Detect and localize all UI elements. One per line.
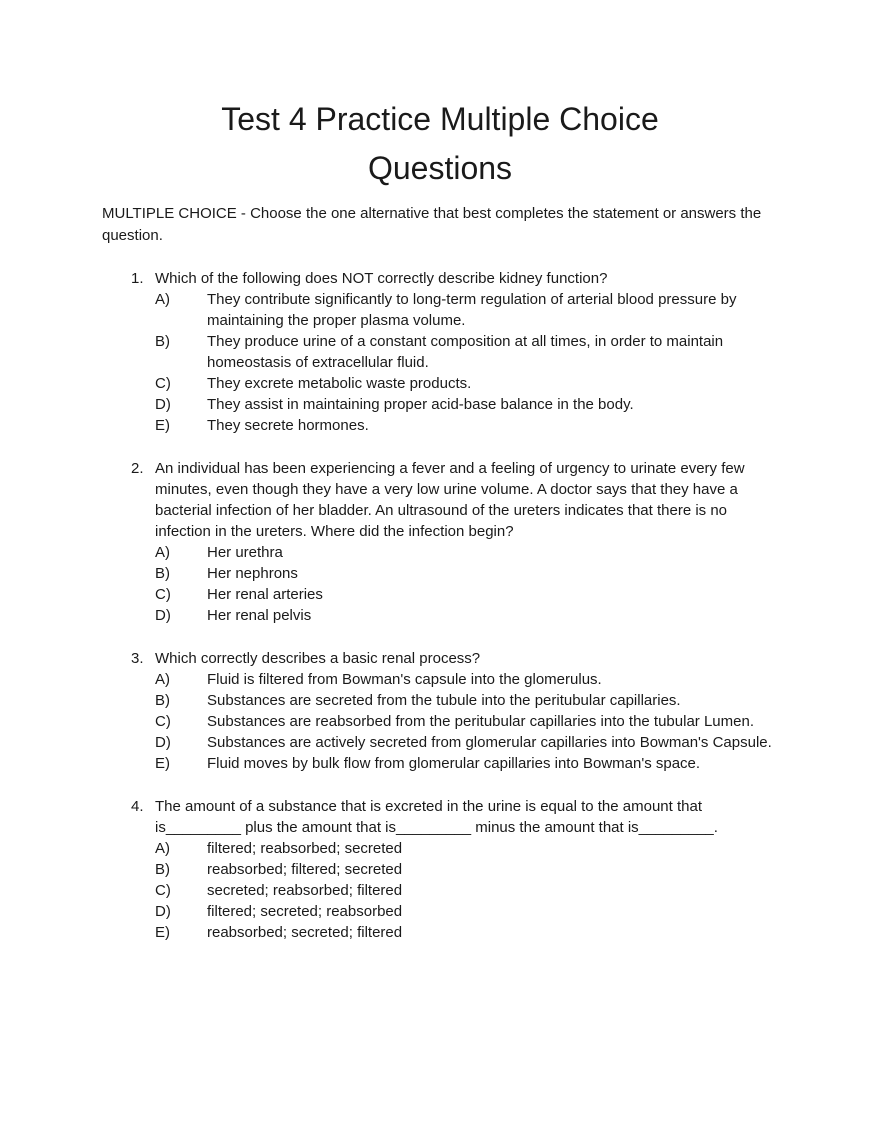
option-text: They secrete hormones. — [207, 417, 369, 434]
option-letter: E) — [155, 924, 170, 941]
question-number: 2. — [131, 460, 144, 477]
option-text: Substances are actively secreted from glomerular capillaries into Bowman's Capsule. — [207, 734, 772, 751]
option-letter: D) — [155, 734, 171, 751]
answer-option — [131, 859, 778, 880]
answer-option — [131, 289, 778, 331]
option-text: secreted; reabsorbed; filtered — [207, 882, 403, 899]
option-text: They produce urine of a constant composition at all times, in order to maintain homeostasis of extracellular fluid. — [207, 333, 724, 371]
answer-option — [131, 838, 778, 859]
option-letter: B) — [155, 333, 170, 350]
option-text: Her renal pelvis — [207, 607, 312, 624]
question — [102, 458, 778, 626]
answer-option — [131, 690, 778, 711]
option-text: Fluid moves by bulk flow from glomerular capillaries into Bowman's space. — [207, 755, 701, 772]
option-letter: D) — [155, 396, 171, 413]
question-stem-row — [131, 796, 778, 838]
question-stem-row — [131, 648, 778, 669]
option-text: Her renal arteries — [207, 586, 323, 603]
option-letter: C) — [155, 882, 171, 899]
option-text: Substances are secreted from the tubule into the peritubular capillaries. — [207, 692, 681, 709]
option-letter: B) — [155, 861, 170, 878]
answer-option — [131, 901, 778, 922]
option-text: reabsorbed; filtered; secreted — [207, 861, 403, 878]
question — [102, 268, 778, 436]
option-text: Substances are reabsorbed from the peritubular capillaries into the tubular Lumen. — [207, 713, 754, 730]
question-stem-row — [131, 458, 778, 542]
question-stem: Which of the following does NOT correctly describe kidney function? — [155, 270, 608, 287]
question-stem-row — [131, 268, 778, 289]
answer-option — [131, 373, 778, 394]
answer-option — [131, 415, 778, 436]
answer-option — [131, 711, 778, 732]
answer-option — [131, 732, 778, 753]
option-letter: D) — [155, 903, 171, 920]
option-letter: A) — [155, 840, 170, 857]
option-text: filtered; reabsorbed; secreted — [207, 840, 403, 857]
page-title — [102, 95, 778, 193]
question-number: 3. — [131, 650, 144, 667]
question — [102, 648, 778, 774]
question-stem: The amount of a substance that is excreted in the urine is equal to the amount that is_________ plus the amount that is_________ minus the amount that is_________. — [155, 798, 718, 836]
question-number: 1. — [131, 270, 144, 287]
option-letter: E) — [155, 755, 170, 772]
option-text: Her nephrons — [207, 565, 298, 582]
option-letter: C) — [155, 713, 171, 730]
option-letter: D) — [155, 607, 171, 624]
option-letter: C) — [155, 375, 171, 392]
answer-option — [131, 605, 778, 626]
option-letter: A) — [155, 671, 170, 688]
question-stem: An individual has been experiencing a fever and a feeling of urgency to urinate every few minutes, even though they have a very low urine volume. A doctor says that they have a bacterial infection of her bladder. An ultrasound of the ureters indicates that there is no infection in the ureters. Where did the infection begin? — [155, 460, 745, 540]
answer-option — [131, 922, 778, 943]
option-letter: E) — [155, 417, 170, 434]
option-text: They assist in maintaining proper acid-base balance in the body. — [207, 396, 634, 413]
option-text: reabsorbed; secreted; filtered — [207, 924, 403, 941]
answer-option — [131, 880, 778, 901]
option-letter: A) — [155, 544, 170, 561]
option-letter: C) — [155, 586, 171, 603]
option-text: Fluid is filtered from Bowman's capsule into the glomerulus. — [207, 671, 602, 688]
page-title-line-1: Test 4 Practice Multiple Choice — [221, 101, 659, 137]
option-text: They contribute significantly to long-term regulation of arterial blood pressure by maintaining the proper plasma volume. — [207, 291, 737, 329]
answer-option — [131, 669, 778, 690]
question — [102, 796, 778, 943]
questions-list — [102, 268, 778, 943]
answer-option — [131, 753, 778, 774]
option-text: Her urethra — [207, 544, 283, 561]
answer-option — [131, 584, 778, 605]
answer-option — [131, 563, 778, 584]
option-text: They excrete metabolic waste products. — [207, 375, 472, 392]
question-stem: Which correctly describes a basic renal process? — [155, 650, 481, 667]
instructions-text: MULTIPLE CHOICE - Choose the one alternative that best completes the statement or answers the question. — [102, 205, 762, 244]
option-letter: B) — [155, 565, 170, 582]
page-title-line-2: Questions — [367, 150, 513, 186]
option-letter: A) — [155, 291, 170, 308]
question-number: 4. — [131, 798, 144, 815]
option-text: filtered; secreted; reabsorbed — [207, 903, 403, 920]
answer-option — [131, 331, 778, 373]
answer-option — [131, 394, 778, 415]
answer-option — [131, 542, 778, 563]
option-letter: B) — [155, 692, 170, 709]
